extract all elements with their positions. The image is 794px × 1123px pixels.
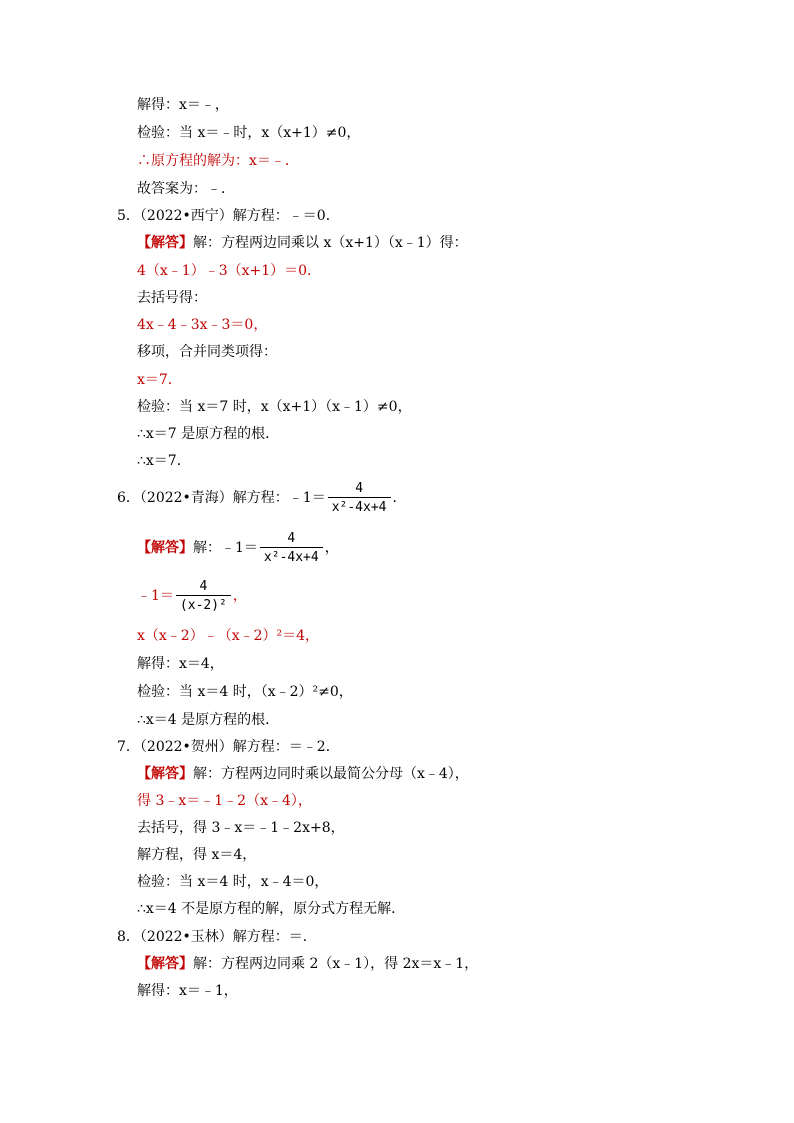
fraction-numerator: 4	[287, 530, 296, 546]
answer-tag: 【解答】	[137, 956, 193, 972]
text-line: 去括号，得 3﹣x＝﹣1﹣2x+8，	[137, 820, 345, 836]
text-segment: ﹣1＝	[137, 588, 174, 604]
text-line: 检验：当 x＝4 时，x﹣4＝0，	[137, 874, 329, 890]
fraction-numerator: 4	[199, 578, 208, 594]
fraction-denominator: (x-2)²	[176, 595, 231, 614]
text-line: 解：方程两边同乘 2（x﹣1），得 2x＝x﹣1，	[193, 956, 479, 972]
text-line: 4x﹣4﹣3x﹣3＝0，	[137, 317, 268, 333]
answer-line	[137, 954, 478, 974]
text-line: 去括号得：	[137, 290, 207, 306]
answer-tag: 【解答】	[137, 540, 193, 556]
text-line: x＝7．	[137, 372, 182, 388]
text-line: 检验：当 x＝﹣时，x（x+1）≠0，	[137, 125, 361, 141]
text-line: ∴x＝7 是原方程的根．	[137, 426, 280, 442]
text-line: 4（x﹣1）﹣3（x+1）＝0．	[137, 263, 322, 279]
text-line: ∴x＝4 不是原方程的解，原分式方程无解．	[137, 901, 406, 917]
text-segment: 解：﹣1＝	[193, 540, 258, 556]
text-line: 解：方程两边同乘以 x（x+1）（x﹣1）得：	[193, 235, 468, 251]
fraction-denominator: x²-4x+4	[328, 497, 391, 516]
text-line: ∴x＝7．	[137, 453, 191, 469]
text-line: 检验：当 x＝4 时，（x﹣2）²≠0，	[137, 684, 353, 700]
text-line	[137, 576, 247, 616]
answer-tag: 【解答】	[137, 766, 193, 782]
fraction	[176, 579, 231, 614]
text-line: 得 3﹣x＝﹣1﹣2（x﹣4），	[137, 793, 312, 809]
problem-heading: 7．（2022•贺州）解方程：＝﹣2．	[117, 739, 340, 755]
fraction-denominator: x²-4x+4	[260, 547, 323, 566]
answer-tag: 【解答】	[137, 235, 193, 251]
fraction	[328, 481, 391, 516]
text-line: ∴x＝4 是原方程的根．	[137, 712, 280, 728]
text-line: x（x﹣2）﹣（x﹣2）²＝4，	[137, 628, 320, 644]
text-line: ∴原方程的解为：x＝﹣．	[137, 153, 299, 169]
text-line: 解：方程两边同时乘以最简公分母（x﹣4），	[193, 766, 469, 782]
text-line: 解得：x＝﹣1，	[137, 983, 238, 999]
answer-line	[137, 528, 339, 568]
text-segment: ，	[232, 588, 247, 604]
text-line: 解得：x＝4，	[137, 656, 224, 672]
problem-heading: 5．（2022•西宁）解方程：﹣＝0．	[117, 208, 340, 224]
problem-heading: 8．（2022•玉林）解方程：＝．	[117, 929, 317, 945]
text-line: 移项，合并同类项得：	[137, 344, 277, 360]
fraction-numerator: 4	[355, 480, 364, 496]
text-segment: 6．（2022•青海）解方程：﹣1＝	[117, 490, 326, 506]
answer-line	[137, 764, 469, 784]
problem-heading	[117, 478, 407, 518]
text-line: 故答案为：﹣．	[137, 181, 235, 197]
text-segment: ．	[392, 490, 407, 506]
text-line: 检验：当 x＝7 时，x（x+1）（x﹣1）≠0，	[137, 399, 412, 415]
answer-line	[137, 233, 468, 253]
text-segment: ，	[324, 540, 339, 556]
fraction	[260, 531, 323, 566]
text-line: 解得：x＝﹣，	[137, 97, 229, 113]
text-line: 解方程，得 x＝4，	[137, 847, 257, 863]
